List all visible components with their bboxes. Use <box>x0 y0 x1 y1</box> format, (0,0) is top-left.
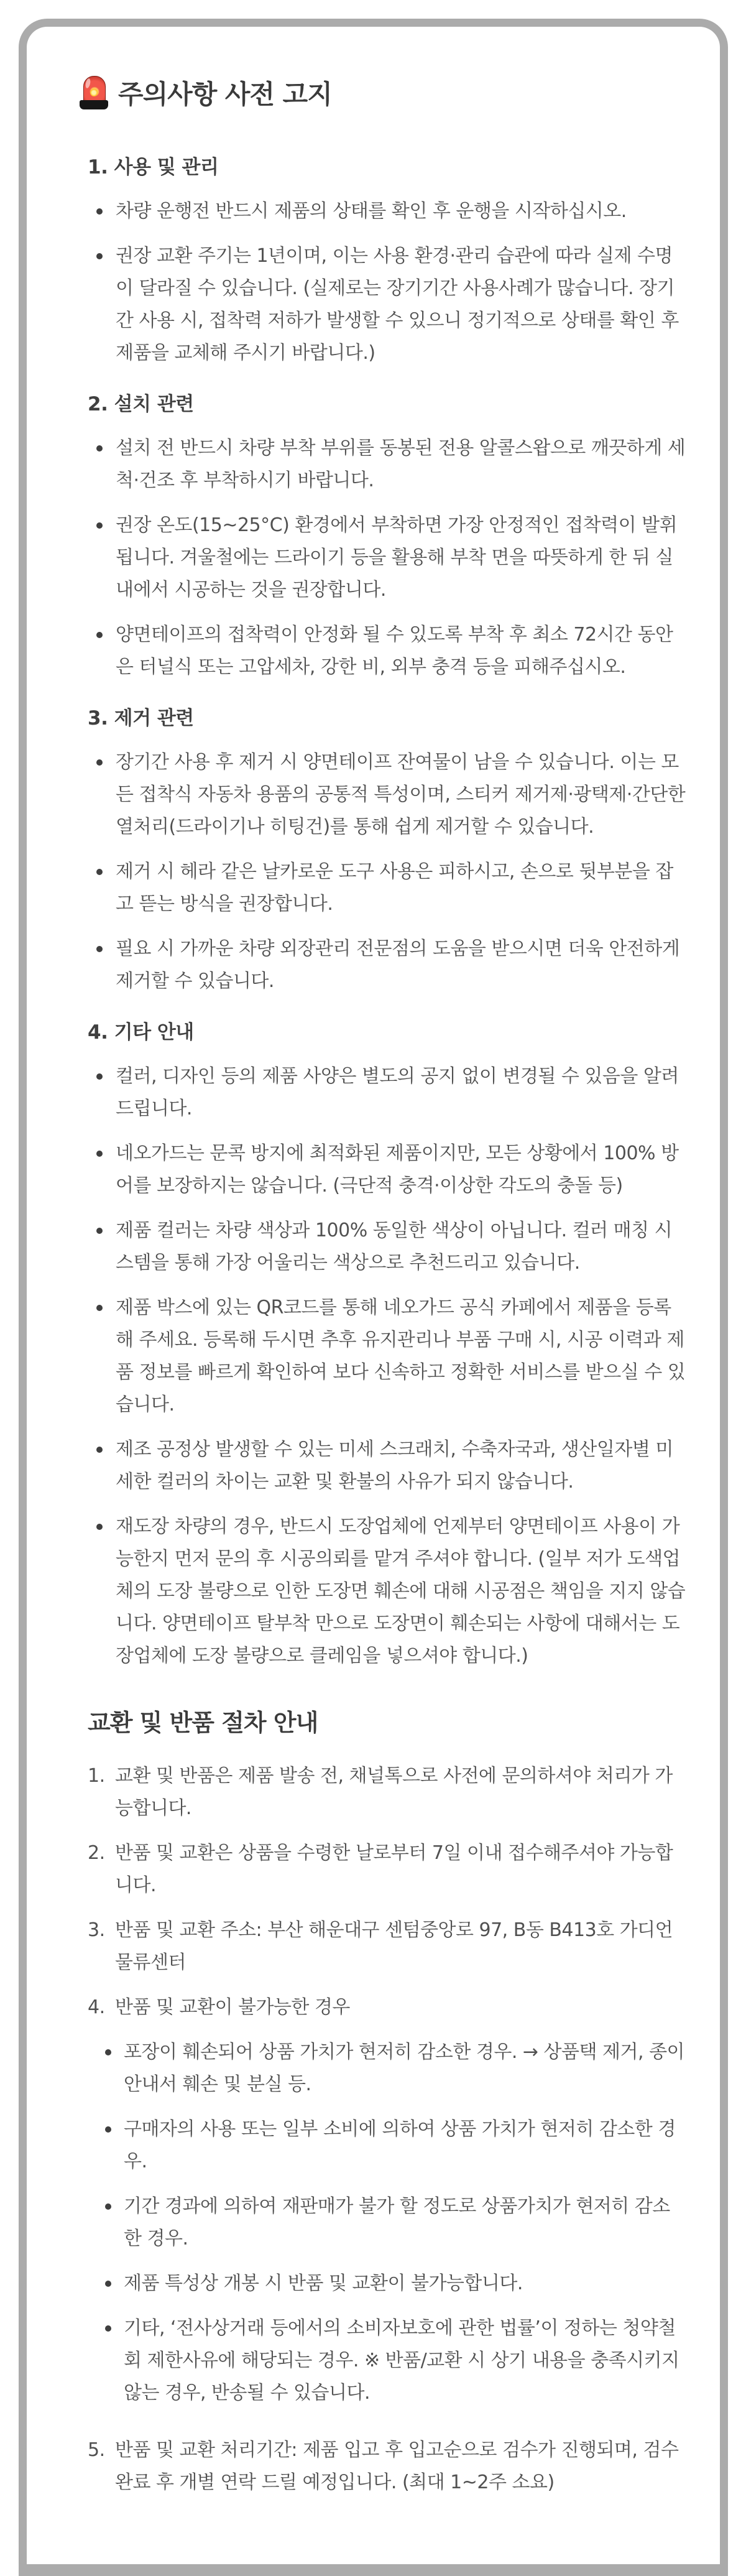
numbered-item <box>88 1837 686 1902</box>
list-item: 기간 경과에 의하여 재판매가 불가 할 정도로 상품가치가 현저히 감소한 경우. <box>105 2190 686 2255</box>
item-text: 교환 및 반품은 제품 발송 전, 채널톡으로 사전에 문의하셔야 처리가 가능합니다. <box>115 1765 673 1819</box>
section-heading: 2. 설치 관련 <box>88 393 194 415</box>
item-body <box>115 2434 686 2499</box>
item-body <box>115 1837 686 1902</box>
notice-title-row <box>80 74 686 111</box>
item-number: 5. <box>88 2439 105 2461</box>
list-item: 재도장 차량의 경우, 반드시 도장업체에 언제부터 양면테이프 사용이 가능한지 먼저 문의 후 시공의뢰를 맡겨 주셔야 합니다. (일부 저가 도색업체의 도장 불량으로 인한 도장면 훼손에 대해 시공점은 책임을 지지 않습니다. 양면테이프 탈부착 만으로 도장면이 훼손되는 사항에 대해서는 도장업체에 도장 불량으로 클레임을 넣으셔야 합니다.) <box>96 1511 686 1672</box>
returns-list <box>88 1760 686 2499</box>
list-item: 제거 시 헤라 같은 날카로운 도구 사용은 피하시고, 손으로 뒷부분을 잡고 뜯는 방식을 권장합니다. <box>96 856 686 920</box>
item-number: 3. <box>88 1919 105 1941</box>
list-item: 차량 운행전 반드시 제품의 상태를 확인 후 운행을 시작하십시오. <box>96 195 686 228</box>
section-heading: 1. 사용 및 관리 <box>88 156 219 178</box>
bullet-list <box>88 432 686 683</box>
list-item: 포장이 훼손되어 상품 가치가 현저히 감소한 경우. → 상품택 제거, 종이 안내서 훼손 및 분실 등. <box>105 2036 686 2101</box>
list-item: 제품 컬러는 차량 색상과 100% 동일한 색상이 아닙니다. 컬러 매칭 시스템을 통해 가장 어울리는 색상으로 추천드리고 있습니다. <box>96 1215 686 1279</box>
list-item: 설치 전 반드시 차량 부착 부위를 동봉된 전용 알콜스왑으로 깨끗하게 세척·건조 후 부착하시기 바랍니다. <box>96 432 686 497</box>
item-number: 2. <box>88 1842 105 1864</box>
notice-content <box>27 27 720 2499</box>
notice-section <box>88 702 686 998</box>
item-body <box>115 1914 686 1979</box>
item-number: 4. <box>88 1996 105 2018</box>
notice-section <box>88 1016 686 1672</box>
section-heading: 3. 제거 관련 <box>88 707 194 730</box>
notice-card <box>19 19 728 2576</box>
item-body <box>115 1991 686 2422</box>
bullet-list <box>88 1060 686 1672</box>
section-heading: 4. 기타 안내 <box>88 1021 194 1044</box>
list-item: 제품 박스에 있는 QR코드를 통해 네오가드 공식 카페에서 제품을 등록해 주세요. 등록해 두시면 추후 유지관리나 부품 구매 시, 시공 이력과 제품 정보를 빠르게 확인하여 보다 신속하고 정확한 서비스를 받으실 수 있습니다. <box>96 1292 686 1421</box>
item-number: 1. <box>88 1765 105 1787</box>
item-text: 반품 및 교환 처리기간: 제품 입고 후 입고순으로 검수가 진행되며, 검수 완료 후 개별 연락 드릴 예정입니다. (최대 1~2주 소요) <box>115 2439 679 2493</box>
item-text: 반품 및 교환은 상품을 수령한 날로부터 7일 이내 접수해주셔야 가능합니다. <box>115 1842 673 1896</box>
list-item: 장기간 사용 후 제거 시 양면테이프 잔여물이 남을 수 있습니다. 이는 모든 접착식 자동차 용품의 공통적 특성이며, 스티커 제거제·광택제·간단한 열처리(드라이기나 히팅건)를 통해 쉽게 제거할 수 있습니다. <box>96 746 686 843</box>
notice-section <box>88 151 686 369</box>
notice-section <box>88 388 686 683</box>
sub-bullet-list <box>105 2036 686 2409</box>
list-item: 컬러, 디자인 등의 제품 사양은 별도의 공지 없이 변경될 수 있음을 알려드립니다. <box>96 1060 686 1125</box>
numbered-item <box>88 2434 686 2499</box>
list-item: 권장 온도(15~25°C) 환경에서 부착하면 가장 안정적인 접착력이 발휘됩니다. 겨울철에는 드라이기 등을 활용해 부착 면을 따뜻하게 한 뒤 실내에서 시공하는 것을 권장합니다. <box>96 509 686 606</box>
numbered-item <box>88 1760 686 1825</box>
notice-title: 주의사항 사전 고지 <box>118 79 332 109</box>
list-item: 기타, ‘전사상거래 등에서의 소비자보호에 관한 법률’이 정하는 청약철회 제한사유에 해당되는 경우. ※ 반품/교환 시 상기 내용을 충족시키지 않는 경우, 반송될 수 있습니다. <box>105 2312 686 2409</box>
numbered-item <box>88 1991 686 2422</box>
siren-icon <box>80 75 108 110</box>
bullet-list <box>88 195 686 369</box>
bullet-list <box>88 746 686 998</box>
item-text: 반품 및 교환 주소: 부산 해운대구 센텀중앙로 97, B동 B413호 가디언 물류센터 <box>115 1919 673 1973</box>
returns-title: 교환 및 반품 절차 안내 <box>88 1709 318 1736</box>
list-item: 네오가드는 문콕 방지에 최적화된 제품이지만, 모든 상황에서 100% 방어를 보장하지는 않습니다. (극단적 충격·이상한 각도의 충돌 등) <box>96 1137 686 1202</box>
siren-base <box>80 100 108 109</box>
list-item: 구매자의 사용 또는 일부 소비에 의하여 상품 가치가 현저히 감소한 경우. <box>105 2113 686 2178</box>
numbered-item <box>88 1914 686 1979</box>
notice-sections <box>88 151 686 1672</box>
list-item: 제품 특성상 개봉 시 반품 및 교환이 불가능합니다. <box>105 2268 686 2300</box>
siren-glow <box>90 89 98 96</box>
list-item: 필요 시 가까운 차량 외장관리 전문점의 도움을 받으시면 더욱 안전하게 제거할 수 있습니다. <box>96 933 686 998</box>
list-item: 권장 교환 주기는 1년이며, 이는 사용 환경·관리 습관에 따라 실제 수명이 달라질 수 있습니다. (실제로는 장기기간 사용사례가 많습니다. 장기간 사용 시, 접착력 저하가 발생할 수 있으니 정기적으로 상태를 확인 후 제품을 교체해 주시기 바랍니다.) <box>96 240 686 369</box>
list-item: 양면테이프의 접착력이 안정화 될 수 있도록 부착 후 최소 72시간 동안은 터널식 또는 고압세차, 강한 비, 외부 충격 등을 피해주십시오. <box>96 619 686 683</box>
list-item: 제조 공정상 발생할 수 있는 미세 스크래치, 수축자국과, 생산일자별 미세한 컬러의 차이는 교환 및 환불의 사유가 되지 않습니다. <box>96 1434 686 1498</box>
item-body <box>115 1760 686 1825</box>
item-text: 반품 및 교환이 불가능한 경우 <box>115 1996 350 2018</box>
